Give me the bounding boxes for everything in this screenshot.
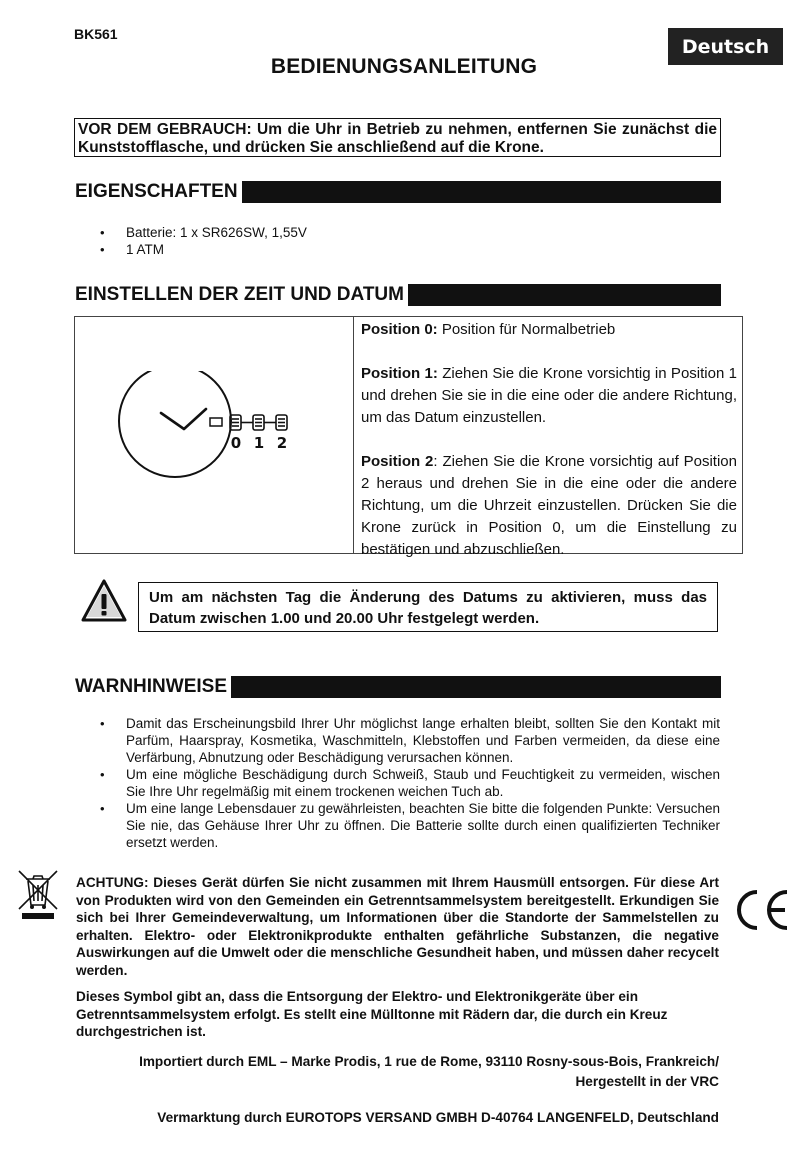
importer-info: [90, 1052, 719, 1092]
position-descriptions: [361, 319, 737, 561]
date-window-icon: [210, 418, 222, 426]
before-use-notice: VOR DEM GEBRAUCH: Um die Uhr in Betrieb zu nehmen, entfernen Sie zunächst die Kunststofflasche, und drücken Sie anschließend auf die Krone.: [74, 118, 721, 157]
section-heading-features: [74, 181, 721, 203]
position-1-text: [361, 363, 737, 429]
disposal-notice: ACHTUNG: Dieses Gerät dürfen Sie nicht zusammen mit Ihrem Hausmüll entsorgen. Für diese Art von Produkten wird von den Gemeinden ein Getrenntsammelsystem bereitgestellt. Erkundigen Sie sich bei Ihrer Gemeindeverwaltung, um Informationen über die Standorte der Sammelstellen zu erhalten. Elektro- oder Elektronikprodukte enthalten gefährliche Substanzen, die negative Auswirkungen auf die Umwelt oder die menschliche Gesundheit haben, und müssen daher recycelt werden.: [76, 875, 719, 978]
language-badge: Deutsch: [668, 28, 783, 65]
position-2-text: [361, 451, 737, 561]
section-heading-warnings-label: WARNHINWEISE: [74, 676, 231, 698]
crown-position-label: 0: [230, 434, 242, 452]
weee-bin-icon: [16, 868, 60, 920]
crown-position-label: 2: [276, 434, 288, 452]
section-heading-settings: [74, 284, 721, 306]
list-item: • 1 ATM: [100, 241, 307, 258]
page-title: BEDIENUNGSANLEITUNG: [270, 55, 538, 78]
section-heading-features-label: EIGENSCHAFTEN: [74, 181, 242, 203]
section-heading-settings-label: EINSTELLEN DER ZEIT UND DATUM: [74, 284, 408, 306]
warning-triangle-icon: [80, 578, 128, 624]
settings-table: [74, 316, 743, 558]
date-change-caution: Um am nächsten Tag die Änderung des Datums zu aktivieren, muss das Datum zwischen 1.00 und 20.00 Uhr festgelegt werden.: [138, 582, 718, 632]
features-list: [100, 224, 307, 258]
position-label: Position 2: [361, 453, 434, 470]
manufacturing-origin: Hergestellt in der VRC: [575, 1074, 719, 1089]
list-item: • Um eine mögliche Beschädigung durch Schweiß, Staub und Feuchtigkeit zu vermeiden, wischen Sie Ihre Uhr regelmäßig mit einem trockenen weichen Tuch ab.: [100, 766, 720, 800]
list-item: • Um eine lange Lebensdauer zu gewährleisten, beachten Sie bitte die folgenden Punkte: Versuchen Sie nie, das Gehäuse Ihrer Uhr zu öffnen. Die Batterie sollte durch einen qualifizierten Techniker ersetzt werden.: [100, 800, 720, 851]
watch-hands-icon: [161, 409, 206, 429]
symbol-explanation: Dieses Symbol gibt an, dass die Entsorgung der Elektro- und Elektronikgeräte über ein Getrenntsammelsystem erfolgt. Es stellt eine Mülltonne mit Rädern dar, die durch ein Kreuz durchgestrichen ist.: [76, 989, 668, 1040]
list-item: • Damit das Erscheinungsbild Ihrer Uhr möglichst lange erhalten bleibt, sollten Sie den Kontakt mit Parfüm, Haarspray, Kosmetika, Waschmitteln, Klebstoffen und Farben vermeiden, da diese eine Verfärbung, Abnutzung oder Beschädigung verursachen können.: [100, 715, 720, 766]
position-0-text: [361, 319, 737, 341]
position-description: : Ziehen Sie die Krone vorsichtig auf Position 2 heraus und drehen Sie in die eine oder die andere Richtung, um die Uhrzeit einzustellen. Drücken Sie die Krone zurück in Position 0, um die Einstellung zu bestätigen und abzuschließen.: [361, 453, 737, 558]
ce-mark-icon: [733, 888, 791, 932]
position-description: Position für Normalbetrieb: [437, 321, 616, 338]
position-label: Position 1:: [361, 365, 438, 382]
list-item: • Batterie: 1 x SR626SW, 1,55V: [100, 224, 307, 241]
section-heading-warnings: [74, 676, 721, 698]
importer-line: Importiert durch EML – Marke Prodis, 1 rue de Rome, 93110 Rosny-sous-Bois, Frankreich/: [139, 1054, 719, 1069]
table-divider: [353, 317, 354, 553]
marketing-info: Vermarktung durch EUROTOPS VERSAND GMBH D-40764 LANGENFELD, Deutschland: [157, 1110, 719, 1125]
warnings-list: [100, 715, 720, 851]
watch-crown-diagram: [115, 371, 315, 481]
model-number: BK561: [74, 26, 118, 42]
crown-icon: [230, 415, 287, 430]
crown-position-label: 1: [253, 434, 265, 452]
position-label: Position 0:: [361, 321, 438, 338]
position-description: Ziehen Sie die Krone vorsichtig in Position 1 und drehen Sie sie in die eine oder die andere Richtung, um das Datum einzustellen.: [361, 365, 737, 426]
